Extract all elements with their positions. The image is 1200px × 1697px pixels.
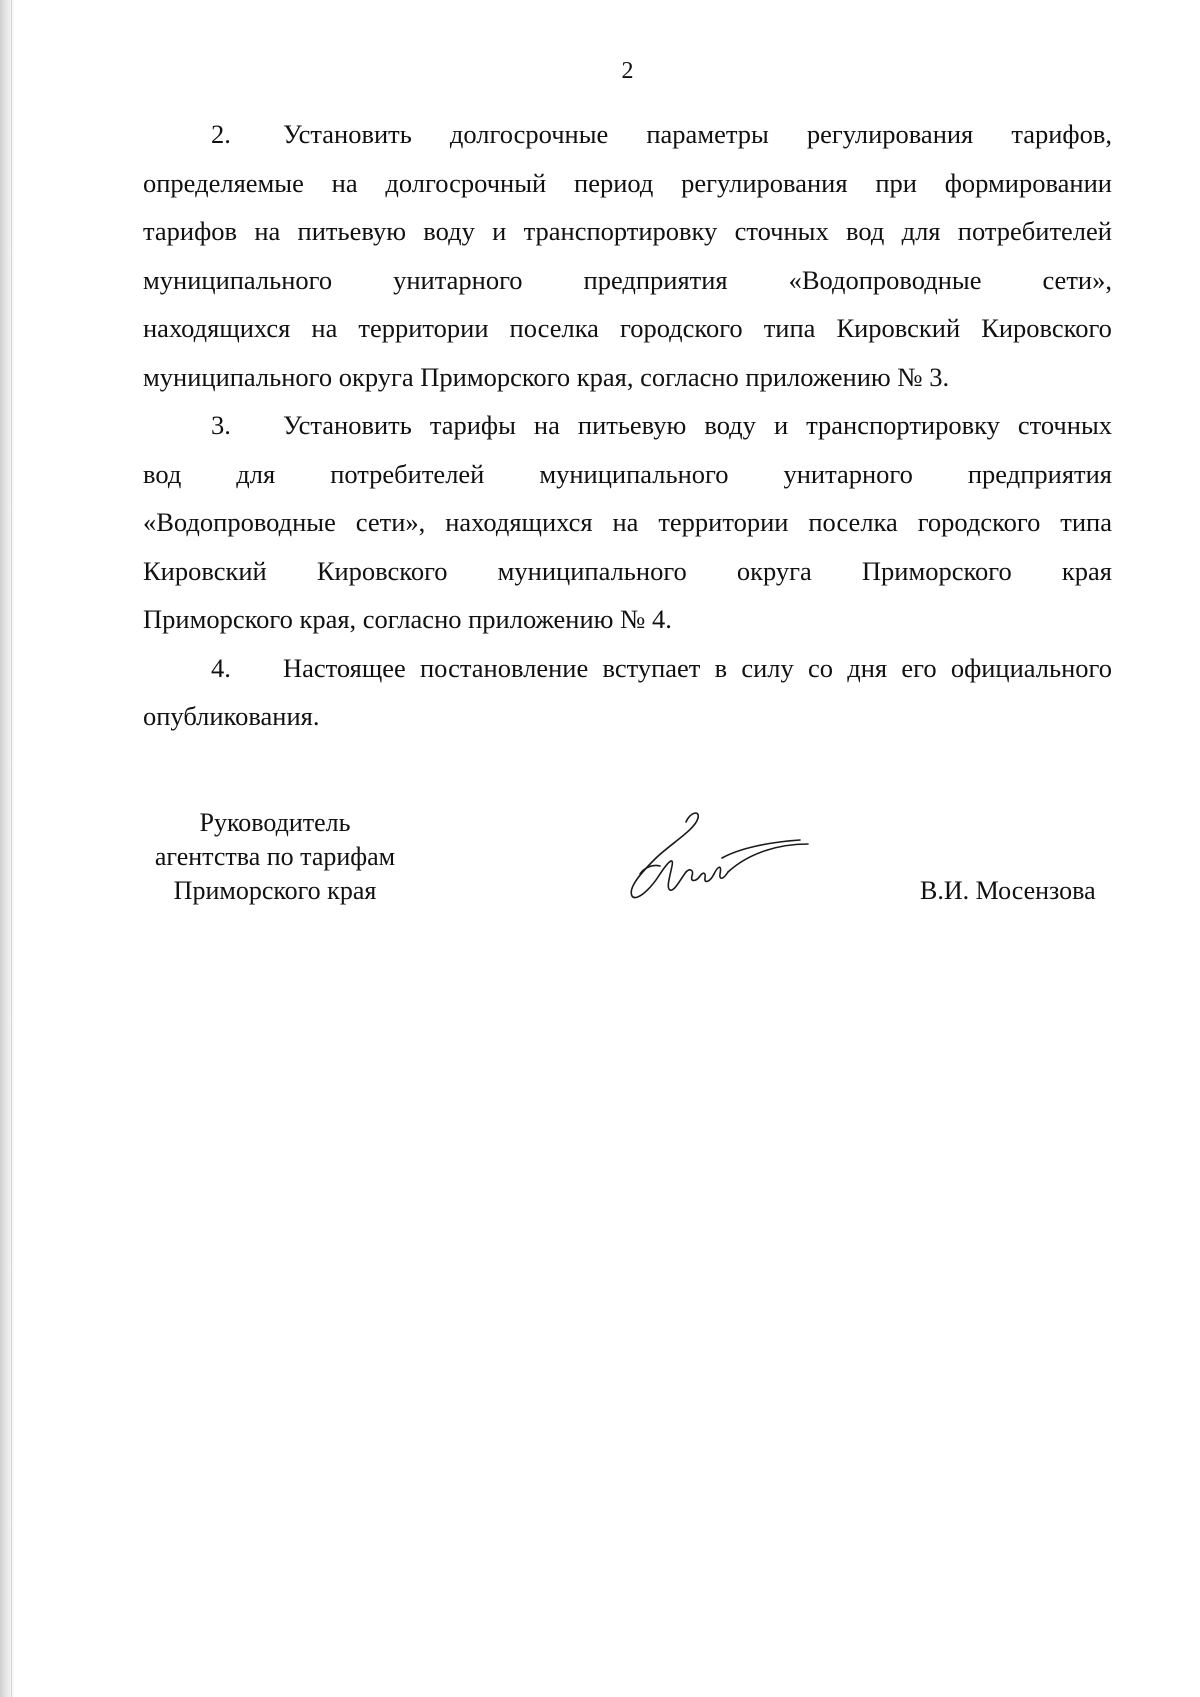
word: транспортировку [523, 216, 718, 246]
word: потребителей [957, 216, 1112, 246]
word: Приморского края, согласно приложению № 4. [143, 604, 672, 634]
word: унитарного [393, 264, 523, 295]
word: поселка [808, 507, 898, 537]
word: силу [741, 652, 794, 683]
word: воду [704, 410, 756, 440]
signer-position-line: агентства по тарифам [154, 842, 396, 871]
paragraph-line [143, 159, 1112, 208]
page-number: 2 [621, 58, 634, 84]
word: сети», [355, 507, 426, 537]
word: предприятия [967, 458, 1112, 489]
word: поселка [509, 313, 599, 343]
paragraph-number: 2. [211, 119, 231, 149]
signer-position [130, 806, 420, 908]
word: тарифов [143, 216, 238, 246]
signer-position-line: Приморского края [173, 876, 377, 905]
word: «Водопроводные [788, 264, 982, 295]
word: на [331, 167, 358, 198]
word: сточных [734, 216, 829, 246]
word: муниципального округа Приморского края, согласно приложению № 3. [143, 361, 950, 392]
word: при [875, 167, 917, 198]
word: территории [658, 507, 789, 537]
word: тарифы [429, 410, 516, 440]
word: воду [423, 216, 475, 246]
word: края [1061, 555, 1112, 586]
word: со [808, 652, 834, 683]
word: формировании [944, 167, 1112, 198]
word: территории [358, 313, 489, 343]
paragraph-line [143, 353, 1112, 402]
signature-block [130, 806, 1130, 936]
paragraph-line [143, 692, 1112, 741]
word: Кировский [143, 555, 267, 586]
paragraph-number: 3. [211, 410, 231, 440]
word: регулирования [806, 119, 974, 149]
paragraph-line-words [283, 401, 1112, 450]
word: дня [847, 652, 888, 683]
word: городского [917, 507, 1041, 537]
paragraph-line-words [283, 644, 1112, 693]
word: вод [846, 216, 885, 246]
word: Настоящее [283, 652, 406, 683]
word: транспортировку [806, 410, 1000, 440]
word: Приморского [861, 555, 1012, 586]
word: на [533, 410, 560, 440]
word: Установить [283, 119, 412, 149]
word: муниципального [143, 264, 333, 295]
word: тарифов, [1011, 119, 1112, 149]
paragraph-line-words [283, 110, 1112, 159]
word: Кировского [981, 313, 1112, 343]
paragraph-line [143, 498, 1112, 547]
signer-name: В.И. Мосензова [920, 876, 1096, 905]
word: долгосрочные [449, 119, 609, 149]
word: параметры [646, 119, 769, 149]
word: находящихся [143, 313, 291, 343]
paragraph-line [143, 207, 1112, 256]
word: городского [619, 313, 743, 343]
word: унитарного [783, 458, 913, 489]
word: на [311, 313, 338, 343]
word: находящихся [445, 507, 593, 537]
document-body [143, 110, 1112, 741]
word: «Водопроводные [143, 507, 336, 537]
paragraph-line [143, 595, 1112, 644]
word: предприятия [583, 264, 728, 295]
word: Кировского [316, 555, 448, 586]
word: постановление [420, 652, 589, 683]
word: сети», [1042, 264, 1112, 295]
paragraph-number: 4. [211, 652, 231, 683]
word: питьевую [297, 216, 406, 246]
word: муниципального [539, 458, 729, 489]
paragraph-line [143, 547, 1112, 596]
word: типа [1060, 507, 1112, 537]
word: на [254, 216, 281, 246]
signer-position-line: Руководитель [199, 808, 351, 837]
word: в [714, 652, 728, 683]
word: сточных [1017, 410, 1112, 440]
paragraph-line [143, 644, 1112, 693]
word: питьевую [577, 410, 687, 440]
paragraph-line [143, 110, 1112, 159]
word: официального [950, 652, 1112, 683]
word: вступает [602, 652, 701, 683]
word: округа [736, 555, 812, 586]
word: долгосрочный [385, 167, 547, 198]
word: Установить [283, 410, 412, 440]
paragraph-line [143, 256, 1112, 305]
paragraph-line [143, 401, 1112, 450]
paragraph-line [143, 450, 1112, 499]
scan-edge-shadow [0, 0, 14, 1697]
word: регулирования [681, 167, 848, 198]
paragraph-line [143, 304, 1112, 353]
word: для [236, 458, 276, 489]
word: Кировский [836, 313, 961, 343]
word: для [901, 216, 941, 246]
word: опубликования. [143, 701, 320, 731]
word: период [574, 167, 654, 198]
word: его [901, 652, 937, 683]
word: типа [763, 313, 816, 343]
word: на [612, 507, 639, 537]
word: вод [143, 458, 182, 489]
word: и [492, 216, 507, 246]
handwritten-signature-icon [600, 804, 810, 914]
word: муниципального [497, 555, 687, 586]
word: определяемые [143, 167, 304, 198]
word: потребителей [330, 458, 485, 489]
word: и [773, 410, 789, 440]
